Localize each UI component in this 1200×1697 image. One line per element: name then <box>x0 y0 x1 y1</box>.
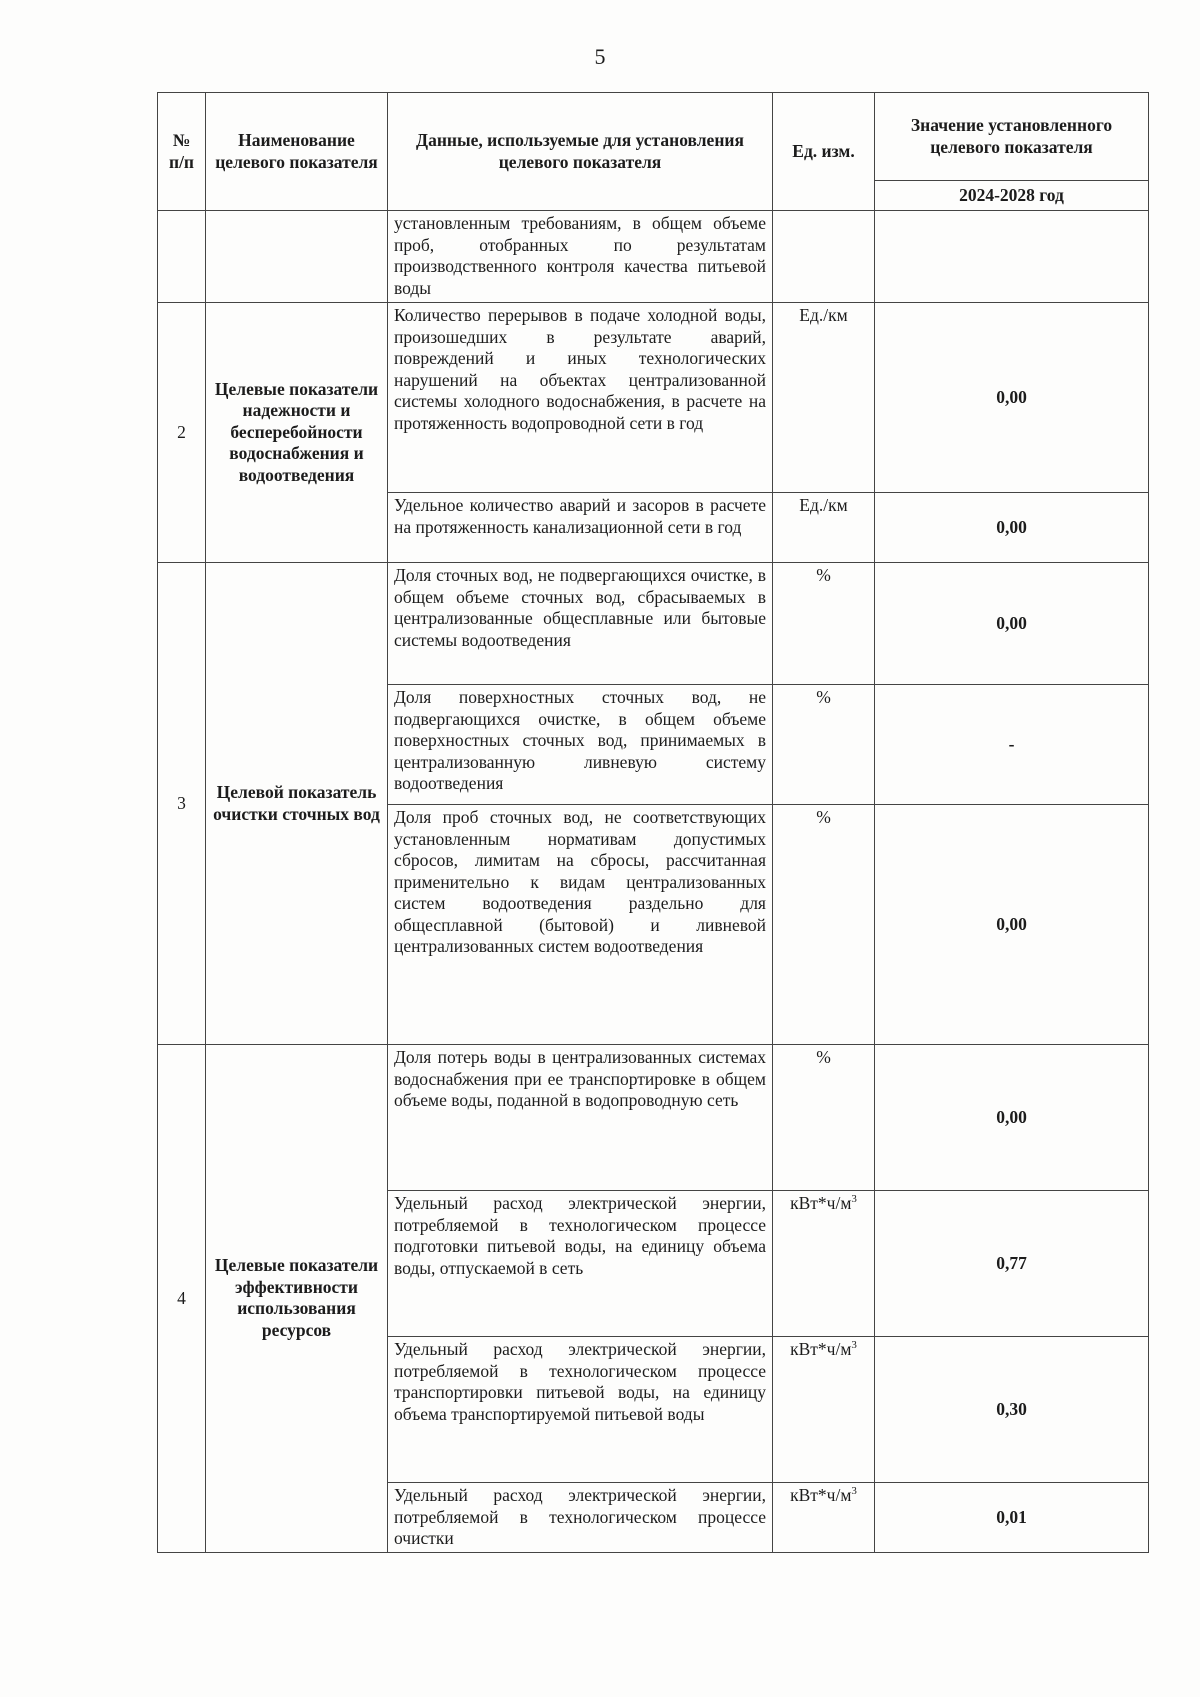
row-description: установленным требованиям, в общем объеме проб, отобранных по результатам производственного контроля качества питьевой воды <box>388 211 773 303</box>
table-row <box>158 303 1149 493</box>
continuation-unit-cell <box>773 211 875 303</box>
row-number: 4 <box>158 1045 206 1553</box>
row-number: 2 <box>158 303 206 563</box>
row-unit <box>773 1337 875 1483</box>
row-description: Доля поверхностных сточных вод, не подвергающихся очистке, в общем объеме поверхностных сточных вод, принимаемых в централизованную ливневую систему водоотведения <box>388 685 773 805</box>
table-header <box>158 93 1149 211</box>
row-description: Удельное количество аварий и засоров в расчете на протяженность канализационной сети в год <box>388 493 773 563</box>
row-unit: % <box>773 1045 875 1191</box>
row-unit: % <box>773 563 875 685</box>
continuation-value-cell <box>875 211 1149 303</box>
row-value: 0,77 <box>875 1191 1149 1337</box>
row-unit: Ед./км <box>773 493 875 563</box>
row-description: Удельный расход электрической энергии, потребляемой в технологическом процессе транспортировки питьевой воды, на единицу объема транспортируемой питьевой воды <box>388 1337 773 1483</box>
row-unit: % <box>773 685 875 805</box>
target-indicators-table <box>157 92 1149 1553</box>
unit-base: кВт*ч/м <box>790 1193 852 1213</box>
page-number: 5 <box>594 44 606 69</box>
row-description: Доля потерь воды в централизованных системах водоснабжения при ее транспортировке в общем объеме воды, поданной в водопроводную сеть <box>388 1045 773 1191</box>
unit-superscript: 3 <box>851 1485 857 1498</box>
row-description: Количество перерывов в подаче холодной воды, произошедших в результате аварий, повреждений и иных технологических нарушений на объектах централизованной системы холодного водоснабжения, в расчете на протяженность водопроводной сети в год <box>388 303 773 493</box>
row-description: Доля проб сточных вод, не соответствующих установленным нормативам допустимых сбросов, лимитам на сбросы, рассчитанная применительно к видам централизованных систем водоотведения раздельно для общесплавной (бытовой) и ливневой централизованных систем водоотведения <box>388 805 773 1045</box>
row-unit <box>773 1191 875 1337</box>
row-value: 0,01 <box>875 1483 1149 1553</box>
row-unit: % <box>773 805 875 1045</box>
indicator-name: Целевой показатель очистки сточных вод <box>206 563 388 1045</box>
table-row <box>158 1045 1149 1191</box>
row-value: 0,00 <box>875 805 1149 1045</box>
row-value: - <box>875 685 1149 805</box>
row-value: 0,00 <box>875 303 1149 493</box>
row-value: 0,00 <box>875 1045 1149 1191</box>
row-description: Удельный расход электрической энергии, потребляемой в технологическом процессе очистки <box>388 1483 773 1553</box>
header-data: Данные, используемые для установления целевого показателя <box>388 93 773 211</box>
row-value: 0,30 <box>875 1337 1149 1483</box>
row-unit <box>773 1483 875 1553</box>
header-name: Наименование целевого показателя <box>206 93 388 211</box>
row-value: 0,00 <box>875 563 1149 685</box>
row-description: Удельный расход электрической энергии, потребляемой в технологическом процессе подготовки питьевой воды, на единицу объема воды, отпускаемой в сеть <box>388 1191 773 1337</box>
unit-superscript: 3 <box>851 1193 857 1206</box>
continuation-name-cell <box>206 211 388 303</box>
table-row <box>158 211 1149 303</box>
unit-superscript: 3 <box>851 1339 857 1352</box>
row-number: 3 <box>158 563 206 1045</box>
header-period: 2024-2028 год <box>875 181 1149 211</box>
table-row <box>158 563 1149 685</box>
unit-base: кВт*ч/м <box>790 1485 852 1505</box>
header-value: Значение установленного целевого показателя <box>875 93 1149 181</box>
indicator-name: Целевые показатели надежности и бесперебойности водоснабжения и водоотведения <box>206 303 388 563</box>
unit-base: кВт*ч/м <box>790 1339 852 1359</box>
row-unit: Ед./км <box>773 303 875 493</box>
continuation-num-cell <box>158 211 206 303</box>
indicator-name: Целевые показатели эффективности использования ресурсов <box>206 1045 388 1553</box>
row-value: 0,00 <box>875 493 1149 563</box>
row-description: Доля сточных вод, не подвергающихся очистке, в общем объеме сточных вод, сбрасываемых в централизованные общесплавные или бытовые системы водоотведения <box>388 563 773 685</box>
header-unit: Ед. изм. <box>773 93 875 211</box>
header-num: № п/п <box>158 93 206 211</box>
